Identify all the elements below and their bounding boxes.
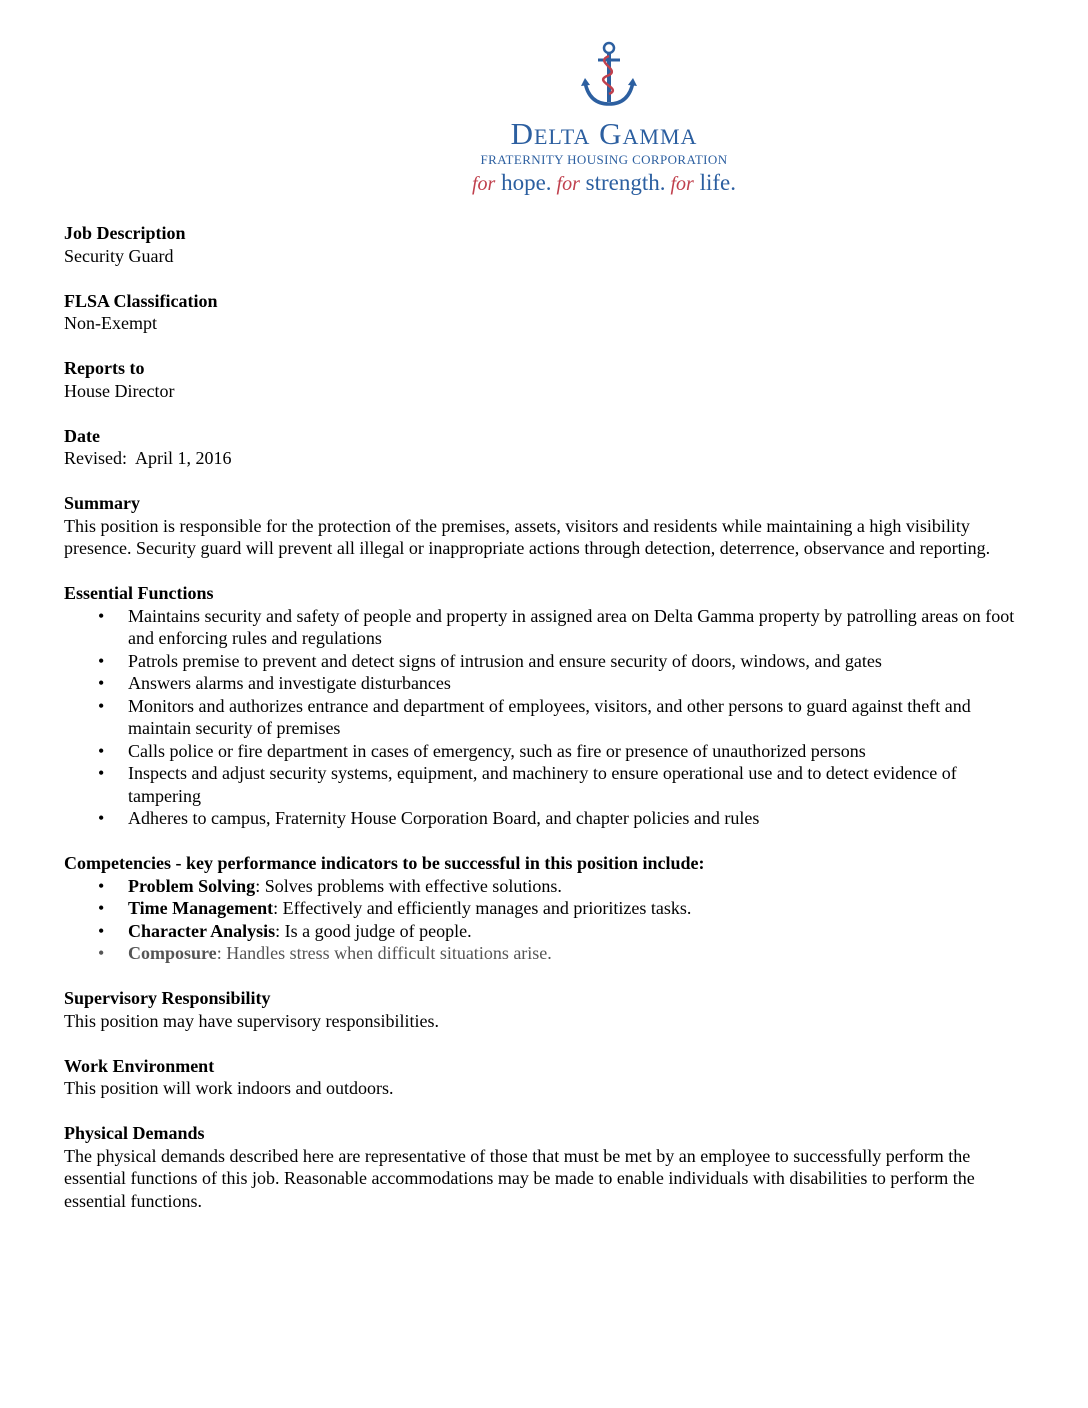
- section-heading: Date: [64, 425, 100, 446]
- anchor-icon: [579, 40, 639, 110]
- competency-desc: : Handles stress when difficult situations arise.: [216, 943, 552, 963]
- section-heading: Reports to: [64, 358, 145, 378]
- supervisory-section: [64, 987, 1024, 1032]
- list-item: • Monitors and authorizes entrance and department of employees, visitors, and other persons to guard against theft and maintain security of premises: [64, 695, 1024, 740]
- competency-desc: : Is a good judge of people.: [275, 920, 472, 941]
- list-item: • Maintains security and safety of people and property in assigned area on Delta Gamma property by patrolling areas on foot and enforcing rules and regulations: [64, 605, 1024, 650]
- competency-term: Composure: [128, 943, 217, 963]
- summary-section: [64, 492, 1024, 560]
- date-value: Revised: April 1, 2016: [64, 448, 232, 468]
- competency-term: Character Analysis: [128, 920, 276, 941]
- section-heading: Essential Functions: [64, 583, 214, 603]
- competency-desc: : Effectively and efficiently manages and prioritizes tasks.: [273, 898, 692, 918]
- reports-to-value: House Director: [64, 380, 175, 401]
- competency-term: Time Management: [128, 898, 274, 918]
- section-heading: Job Description: [64, 223, 186, 243]
- section-heading: Summary: [64, 493, 140, 513]
- section-heading: Supervisory Responsibility: [64, 988, 271, 1008]
- essential-functions-list: [64, 605, 1024, 830]
- physical-demands-text: The physical demands described here are representative of those that must be met by an employee to successfully perform the essential functions of this job. Reasonable accommodations may be made to enable individuals with disabilities to perform the essential functions.: [64, 1145, 975, 1211]
- list-item: • Inspects and adjust security systems, equipment, and machinery to ensure operational use and to detect evidence of tampering: [64, 762, 1024, 807]
- competency-term: Problem Solving: [128, 875, 256, 896]
- supervisory-text: This position may have supervisory responsibilities.: [64, 1010, 439, 1031]
- list-item: • Adheres to campus, Fraternity House Corporation Board, and chapter policies and rules: [64, 807, 1024, 830]
- list-item: • Answers alarms and investigate disturbances: [64, 672, 1024, 695]
- logo-title: Delta Gamma: [510, 116, 698, 151]
- document-body: [64, 222, 1024, 1235]
- flsa-value: Non-Exempt: [64, 313, 157, 333]
- job-description-section: [64, 222, 1024, 267]
- competencies-section: [64, 852, 1024, 965]
- essential-functions-section: [64, 582, 1024, 830]
- job-title-value: Security Guard: [64, 245, 174, 266]
- work-environment-section: [64, 1055, 1024, 1100]
- competencies-list: [64, 875, 1024, 965]
- logo-subtitle: FRATERNITY HOUSING CORPORATION: [480, 152, 728, 167]
- section-heading: Physical Demands: [64, 1123, 205, 1143]
- section-heading: Work Environment: [64, 1055, 215, 1076]
- competency-desc: : Solves problems with effective solutions.: [255, 875, 562, 896]
- flsa-section: [64, 290, 1024, 335]
- summary-text: This position is responsible for the protection of the premises, assets, visitors and residents while maintaining a high visibility presence. Security guard will prevent all illegal or inappropriate actions through detection, deterrence, observance and reporting.: [64, 515, 991, 558]
- work-environment-text: This position will work indoors and outdoors.: [64, 1078, 394, 1098]
- delta-gamma-logo: [444, 40, 764, 200]
- list-item: [64, 942, 1024, 965]
- reports-to-section: [64, 357, 1024, 402]
- list-item: • Calls police or fire department in cases of emergency, such as fire or presence of unauthorized persons: [64, 740, 1024, 763]
- list-item: • Patrols premise to prevent and detect signs of intrusion and ensure security of doors, windows, and gates: [64, 650, 1024, 673]
- logo-tagline: for hope. for strength. for life.: [471, 170, 736, 195]
- section-heading: Competencies - key performance indicators to be successful in this position include:: [64, 853, 705, 873]
- section-heading: FLSA Classification: [64, 290, 218, 311]
- list-item: [64, 875, 1024, 898]
- date-section: [64, 425, 1024, 470]
- list-item: [64, 897, 1024, 920]
- physical-demands-section: [64, 1122, 1024, 1212]
- list-item: [64, 920, 1024, 943]
